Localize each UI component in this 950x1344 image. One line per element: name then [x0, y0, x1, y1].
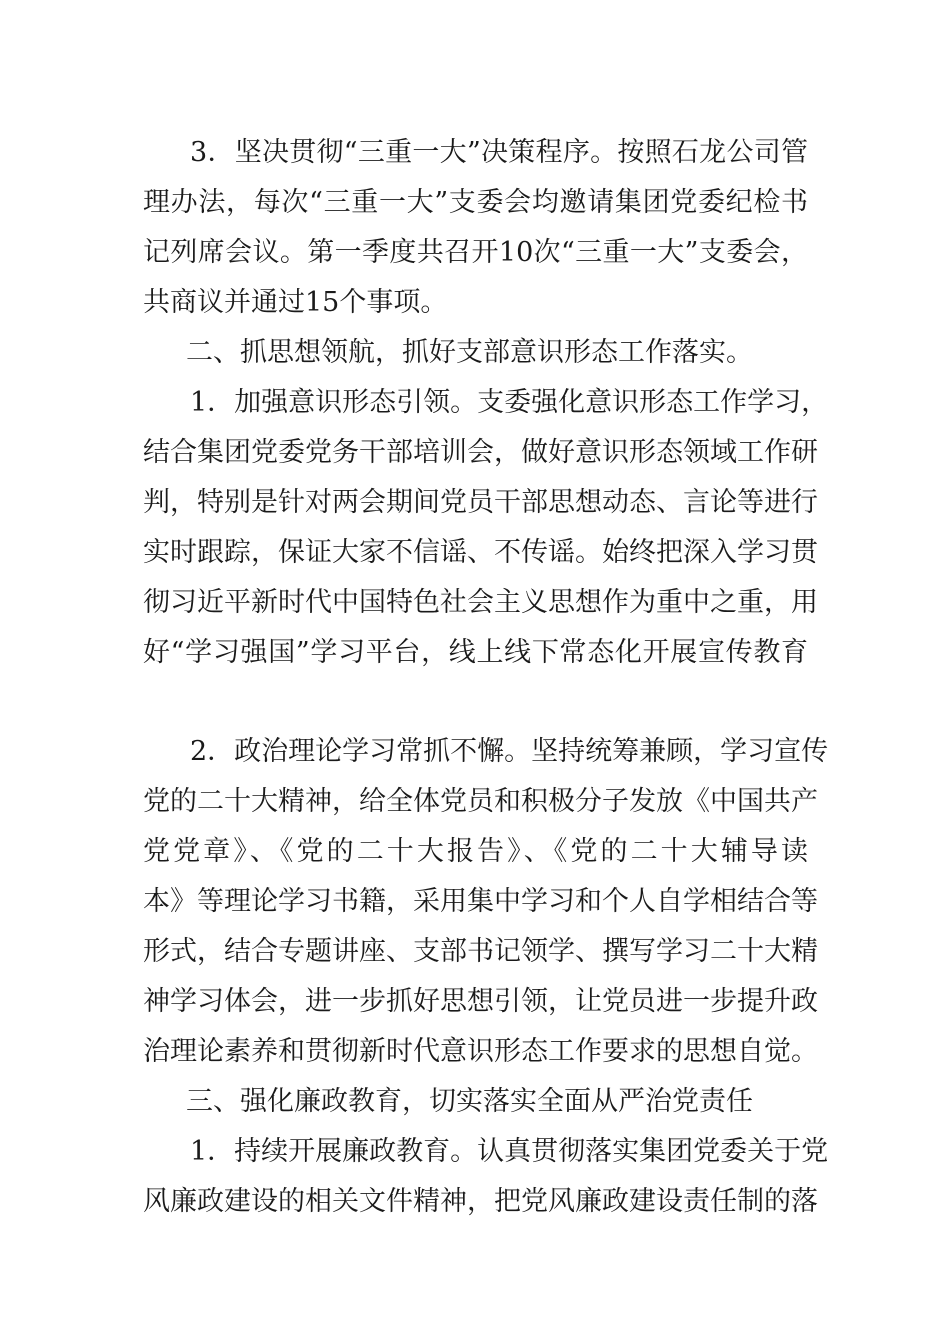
paragraph-2-2-line-3: 党党章》、《党的二十大报告》、《党的二十大辅导读	[143, 836, 808, 867]
section-heading-2: 二、抓思想领航，抓好支部意识形态工作落实。	[186, 337, 753, 368]
paragraph-2-2-line-5: 形式，结合专题讲座、支部书记领学、撰写学习二十大精	[143, 936, 818, 967]
paragraph-3-1-line-2: 风廉政建设的相关文件精神，把党风廉政建设责任制的落	[143, 1186, 818, 1217]
paragraph-2-1-line-5: 彻习近平新时代中国特色社会主义思想作为重中之重，用	[143, 587, 818, 618]
paragraph-2-1-line-1: 1．加强意识形态引领。支委强化意识形态工作学习，	[190, 387, 829, 418]
paragraph-3-line-2: 理办法，每次“三重一大”支委会均邀请集团党委纪检书	[143, 187, 808, 218]
paragraph-2-2-line-2: 党的二十大精神，给全体党员和积极分子发放《中国共产	[143, 786, 818, 817]
paragraph-2-1-line-2: 结合集团党委党务干部培训会，做好意识形态领域工作研	[143, 437, 818, 468]
section-heading-3: 三、强化廉政教育，切实落实全面从严治党责任	[186, 1086, 753, 1117]
paragraph-3-1-line-1: 1．持续开展廉政教育。认真贯彻落实集团党委关于党	[190, 1136, 829, 1167]
paragraph-2-1-line-3: 判，特别是针对两会期间党员干部思想动态、言论等进行	[143, 487, 818, 518]
paragraph-2-1-line-6: 好“学习强国”学习平台，线上线下常态化开展宣传教育	[143, 637, 808, 668]
paragraph-2-2-line-1: 2．政治理论学习常抓不懈。坚持统筹兼顾，学习宣传	[190, 736, 829, 767]
paragraph-2-2-line-7: 治理论素养和贯彻新时代意识形态工作要求的思想自觉。	[143, 1036, 818, 1067]
paragraph-3-line-1: 3．坚决贯彻“三重一大”决策程序。按照石龙公司管	[190, 137, 808, 168]
paragraph-2-1-line-4: 实时跟踪，保证大家不信谣、不传谣。始终把深入学习贯	[143, 537, 818, 568]
paragraph-2-2-line-4: 本》等理论学习书籍，采用集中学习和个人自学相结合等	[143, 886, 818, 917]
paragraph-3-line-3: 记列席会议。第一季度共召开10次“三重一大”支委会，	[143, 237, 808, 268]
paragraph-2-2-line-6: 神学习体会，进一步抓好思想引领，让党员进一步提升政	[143, 986, 818, 1017]
paragraph-3-line-4: 共商议并通过15个事项。	[143, 287, 448, 318]
